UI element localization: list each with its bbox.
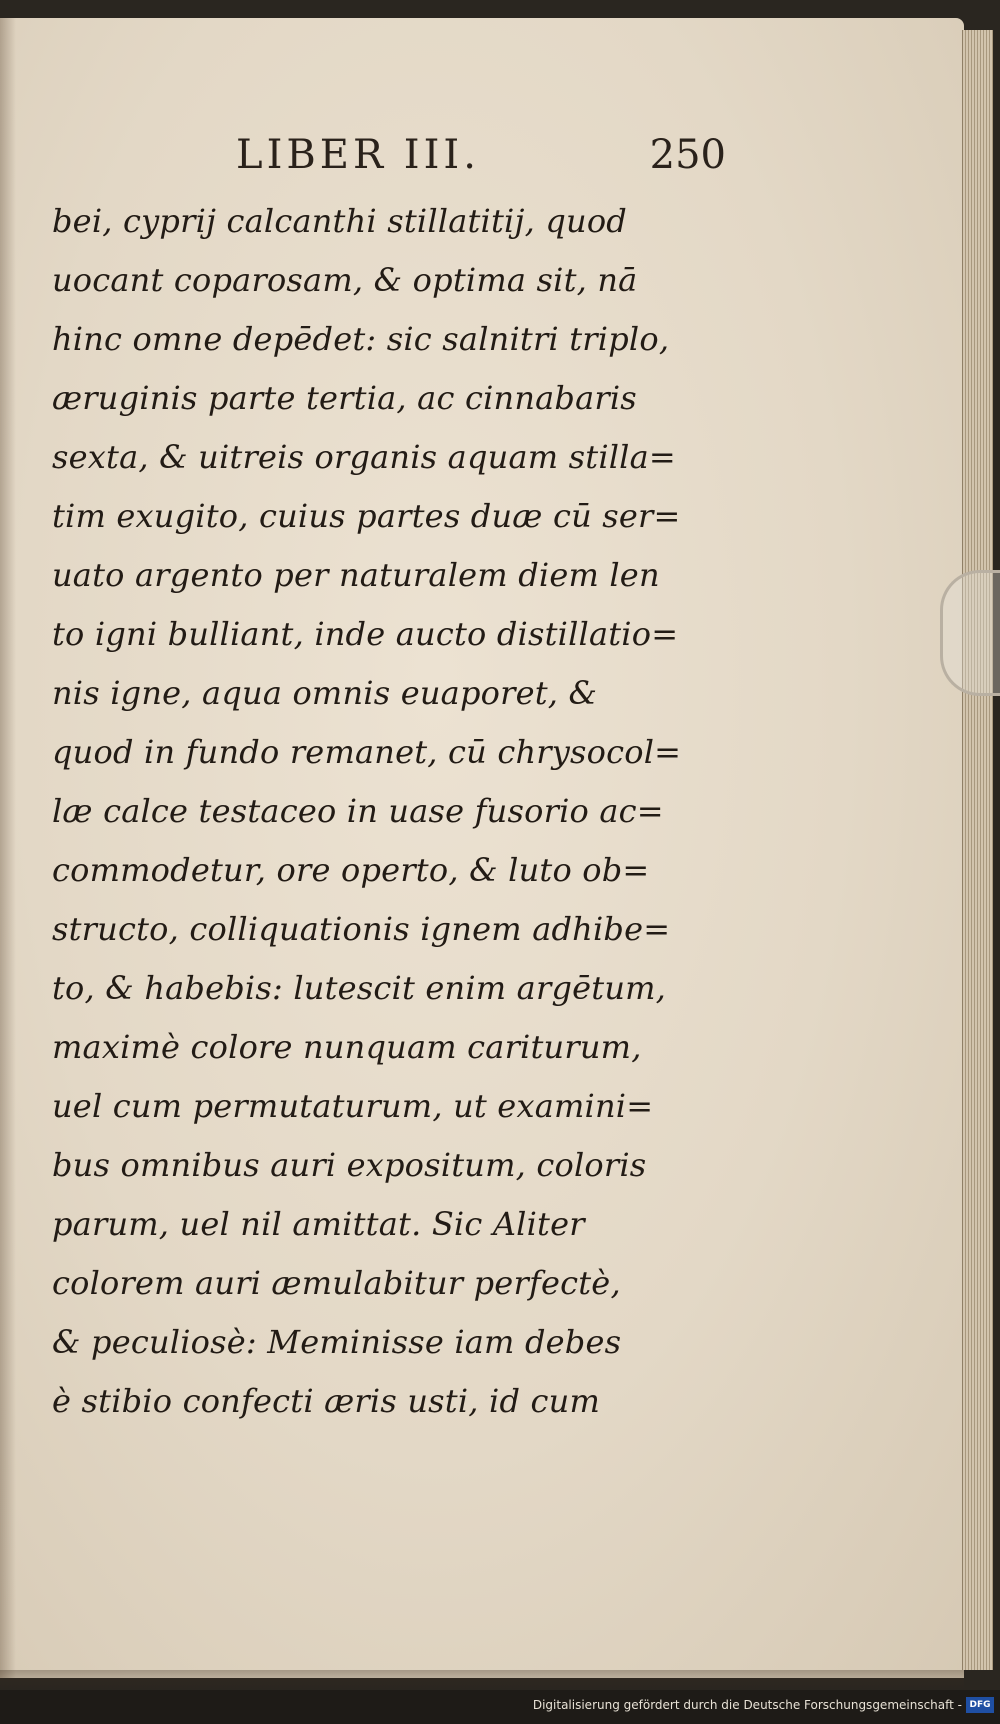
text-line: læ calce testaceo in uase fusorio ac= <box>52 792 664 830</box>
text-line: uel cum permutaturum, ut examini= <box>52 1087 654 1125</box>
text-line: uocant coparosam, & optima sit, nā <box>52 261 638 299</box>
text-line: colorem auri æmulabitur perfectè, <box>52 1264 621 1302</box>
text-block <box>52 192 732 1431</box>
text-line: maximè colore nunquam cariturum, <box>52 1028 642 1066</box>
running-title: LIBER III. <box>236 132 480 178</box>
text-line: sexta, & uitreis organis aquam stilla= <box>52 438 676 476</box>
text-line: hinc omne depēdet: sic salnitri triplo, <box>52 320 670 358</box>
text-line: bei, cyprij calcanthi stillatitij, quod <box>52 202 627 240</box>
page-edges <box>962 30 993 1670</box>
text-line: æruginis parte tertia, ac cinnabaris <box>52 379 637 417</box>
folio-number: 250 <box>649 132 726 178</box>
text-line: tim exugito, cuius partes duæ cū ser= <box>52 497 681 535</box>
text-line: to, & habebis: lutescit enim argētum, <box>52 969 667 1007</box>
footer-bar <box>0 1690 1000 1724</box>
page-clip-icon <box>940 570 1000 696</box>
funding-credit: Digitalisierung gefördert durch die Deutsche Forschungsgemeinschaft - <box>532 1698 962 1712</box>
text-line: & peculiosè: Meminisse iam debes <box>52 1323 622 1361</box>
dfg-logo-icon: DFG <box>966 1697 994 1713</box>
text-line: uato argento per naturalem diem len <box>52 556 660 594</box>
text-line: bus omnibus auri expositum, coloris <box>52 1146 647 1184</box>
running-head <box>236 132 726 188</box>
gutter-shadow <box>0 18 16 1678</box>
text-line: to igni bulliant, inde aucto distillatio= <box>52 615 679 653</box>
text-line: commodetur, ore operto, & luto ob= <box>52 851 650 889</box>
text-line: structo, colliquationis ignem adhibe= <box>52 910 671 948</box>
text-line: nis igne, aqua omnis euaporet, & <box>52 674 598 712</box>
text-line: quod in fundo remanet, cū chrysocol= <box>52 733 682 771</box>
text-line: parum, uel nil amittat. Sic Aliter <box>52 1205 585 1243</box>
bottom-shadow <box>0 1670 964 1690</box>
text-line: è stibio confecti æris usti, id cum <box>52 1382 600 1420</box>
